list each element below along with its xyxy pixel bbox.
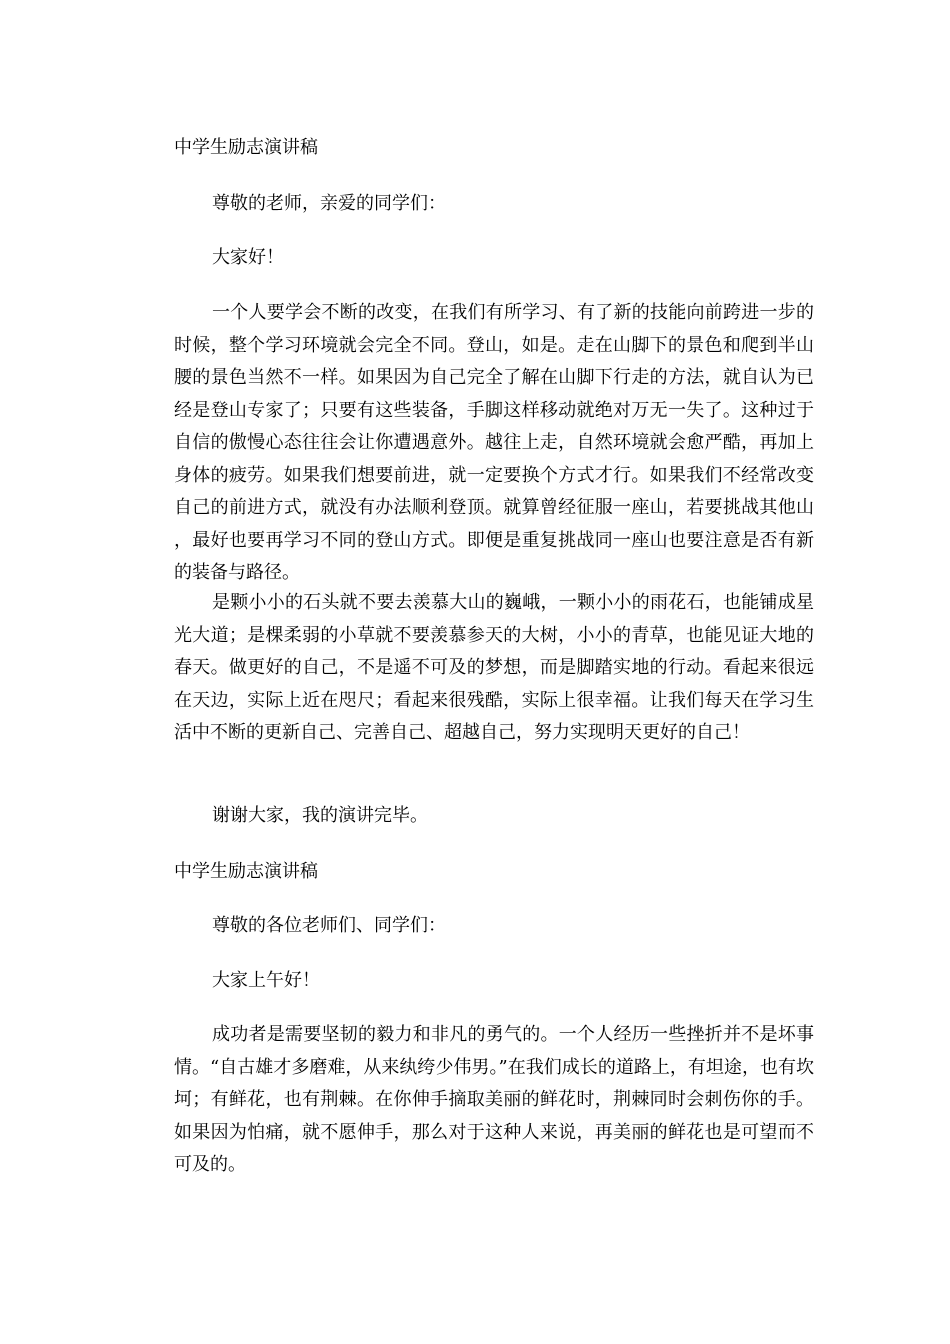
body-paragraph: 一个人要学会不断的改变，在我们有所学习、有了新的技能向前跨进一步的时候，整个学习环境就会完全不同。登山，如是。走在山脚下的景色和爬到半山腰的景色当然不一样。如果因为自己完全了解在山脚下行走的方法，就自认为已经是登山专家了；只要有这些装备，手脚这样移动就绝对万无一失了。这种过于自信的傲慢心态往往会让你遭遇意外。越往上走，自然环境就会愈严酷，再加上身体的疲劳。如果我们想要前进，就一定要换个方式才行。如果我们不经常改变自己的前进方式，就没有办法顺利登顶。就算曾经征服一座山，若要挑战其他山，最好也要再学习不同的登山方式。即便是重复挑战同一座山也要注意是否有新的装备与路径。 (174, 302, 814, 583)
greeting: 大家上午好！ (212, 970, 320, 991)
salutation: 尊敬的各位老师们、同学们： (212, 915, 446, 936)
body-paragraph: 成功者是需要坚韧的毅力和非凡的勇气的。一个人经历一些挫折并不是坏事情。“自古雄才多磨难，从来纨绔少伟男。”在我们成长的道路上，有坦途，也有坎坷；有鲜花，也有荆棘。在你伸手摘取美丽的鲜花时，荆棘同时会刺伤你的手。如果因为怕痛，就不愿伸手，那么对于这种人来说，再美丽的鲜花也是可望而不可及的。 (174, 1024, 814, 1175)
greeting: 大家好！ (212, 247, 284, 268)
section-title: 中学生励志演讲稿 (174, 137, 318, 158)
salutation: 尊敬的老师，亲爱的同学们： (212, 193, 446, 214)
body-paragraph: 是颗小小的石头就不要去羡慕大山的巍峨，一颗小小的雨花石，也能铺成星光大道；是棵柔弱的小草就不要羡慕参天的大树，小小的青草，也能见证大地的春天。做更好的自己，不是遥不可及的梦想，而是脚踏实地的行动。看起来很远在天边，实际上近在咫尺；看起来很残酷，实际上很幸福。让我们每天在学习生活中不断的更新自己、完善自己、超越自己，努力实现明天更好的自己！ (174, 592, 814, 743)
section-title: 中学生励志演讲稿 (174, 861, 318, 882)
closing-line: 谢谢大家，我的演讲完毕。 (212, 805, 428, 826)
